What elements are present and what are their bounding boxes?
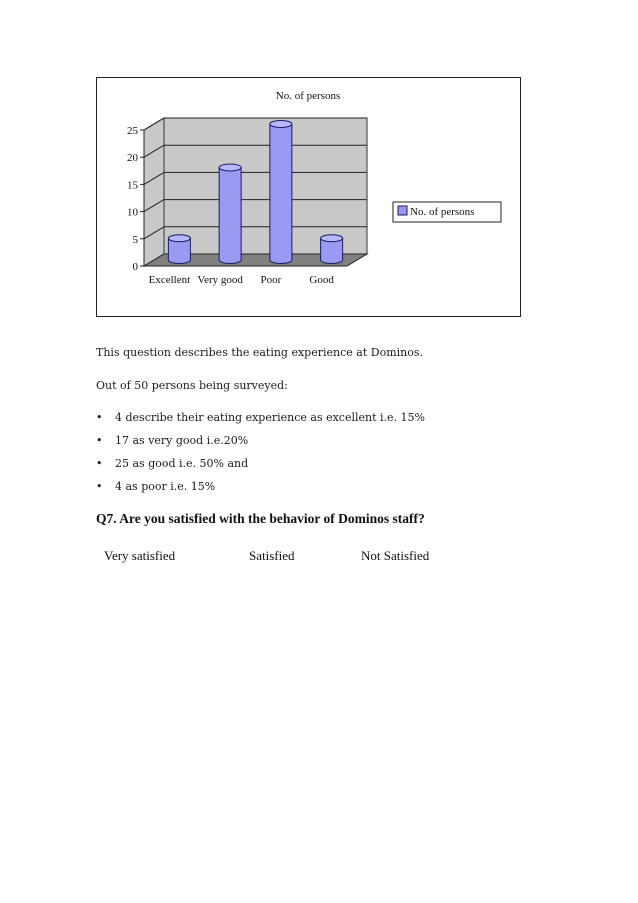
chart-title: No. of persons xyxy=(275,90,341,102)
bar-top xyxy=(168,235,190,242)
y-tick-label: 5 xyxy=(132,233,138,246)
chart-canvas xyxy=(97,78,520,316)
bullet-icon: • xyxy=(96,434,103,447)
y-tick-label: 25 xyxy=(127,125,138,137)
list-item-text: 17 as very good i.e.20% xyxy=(115,434,249,447)
y-tick-label: 10 xyxy=(127,206,138,219)
question-heading: Q7. Are you satisfied with the behavior of Dominos staff? xyxy=(96,511,425,526)
bar-top xyxy=(321,235,343,242)
bar xyxy=(270,124,292,264)
x-tick-label: Poor xyxy=(260,274,282,286)
y-tick-label: 15 xyxy=(127,179,138,192)
bullet-icon: • xyxy=(96,480,103,493)
list-item-text: 4 describe their eating experience as excellent i.e. 15% xyxy=(115,411,425,424)
bar-chart xyxy=(96,77,521,317)
option-very-satisfied: Very satisfied xyxy=(104,548,176,563)
bullet-icon: • xyxy=(96,411,103,424)
bar xyxy=(219,168,241,264)
list-item-text: 4 as poor i.e. 15% xyxy=(115,480,216,493)
chart-side-wall xyxy=(144,118,164,266)
survey-line: Out of 50 persons being surveyed: xyxy=(96,379,288,392)
bullet-icon: • xyxy=(96,457,103,470)
bar-top xyxy=(270,121,292,128)
x-tick-label: Very good xyxy=(197,274,243,286)
bar-top xyxy=(219,164,241,171)
y-tick-label: 20 xyxy=(127,152,138,165)
option-not-satisfied: Not Satisfied xyxy=(361,548,430,563)
chart-back-wall xyxy=(164,118,367,254)
list-item-text: 25 as good i.e. 50% and xyxy=(115,457,249,470)
y-tick-label: 0 xyxy=(132,261,138,273)
option-satisfied: Satisfied xyxy=(249,548,295,563)
x-tick-label: Good xyxy=(309,274,334,286)
intro-paragraph: This question describes the eating experience at Dominos. xyxy=(96,346,423,359)
legend-label: No. of persons xyxy=(410,206,475,218)
x-tick-label: Excellent xyxy=(148,274,191,286)
legend-swatch xyxy=(398,206,407,215)
